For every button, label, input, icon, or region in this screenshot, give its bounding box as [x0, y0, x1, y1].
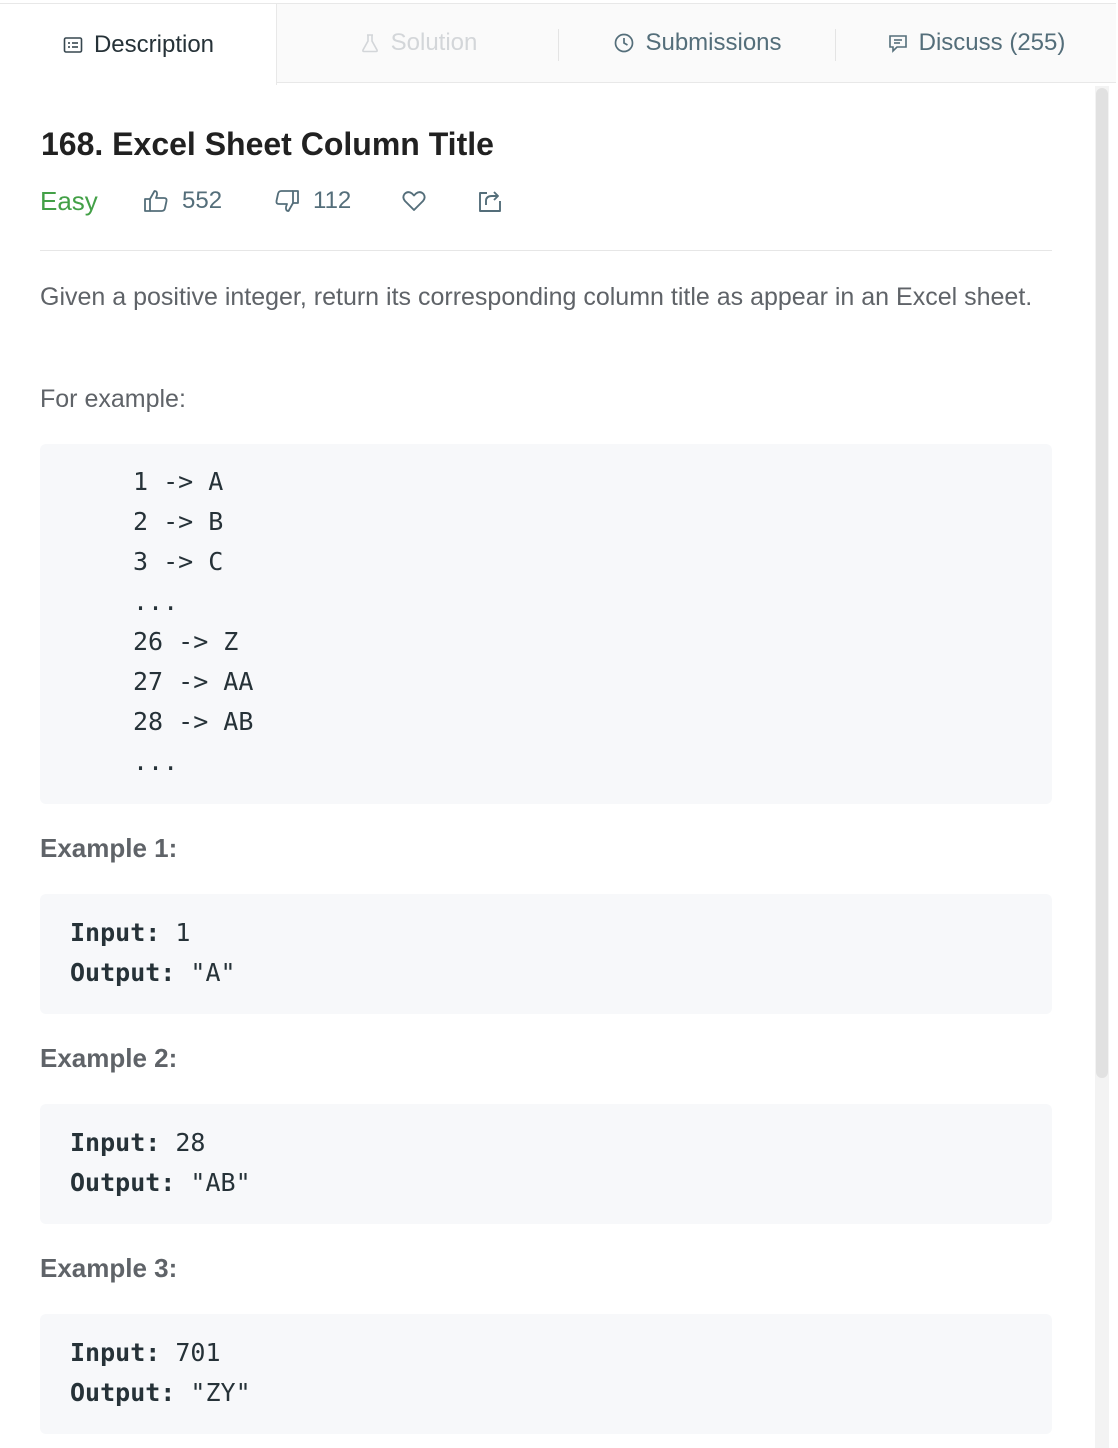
input-value: 28: [160, 1128, 206, 1157]
tab-discuss[interactable]: [836, 4, 1116, 82]
thumbs-up-icon: [142, 187, 170, 215]
problem-description: Given a positive integer, return its corresponding column title as appear in an Excel sheet.: [40, 283, 1033, 311]
tab-solution-label: Solution: [390, 29, 478, 56]
share-icon: [476, 187, 504, 215]
output-value: "ZY": [175, 1378, 251, 1407]
flask-icon: [359, 32, 381, 54]
example-output-line: [70, 1373, 1052, 1413]
clock-icon: [613, 32, 635, 54]
example-1-code-block: [40, 894, 1052, 1014]
example-input-line: [70, 1333, 1052, 1373]
output-label: Output:: [70, 1378, 176, 1407]
example-input-line: [70, 1123, 1052, 1163]
input-label: Input:: [70, 1128, 161, 1157]
scrollbar[interactable]: [1095, 86, 1109, 1448]
input-value: 1: [160, 918, 191, 947]
code-line: 2 -> B: [133, 507, 224, 536]
for-example-text: For example:: [40, 385, 186, 413]
tab-solution[interactable]: [277, 4, 559, 82]
tab-description[interactable]: [0, 4, 277, 85]
scrollbar-thumb[interactable]: [1096, 88, 1108, 1078]
divider: [40, 250, 1052, 251]
example-2-code-block: [40, 1104, 1052, 1224]
output-value: "AB": [175, 1168, 251, 1197]
thumbs-down-icon: [273, 187, 301, 215]
example-input-line: [70, 913, 1052, 953]
difficulty-badge: Easy: [40, 186, 98, 216]
tab-submissions-label: Submissions: [645, 29, 782, 56]
mapping-code-block: [40, 444, 1052, 804]
favorite-button[interactable]: [400, 184, 428, 218]
heart-icon: [400, 187, 428, 215]
code-line: 1 -> A: [133, 467, 224, 496]
output-label: Output:: [70, 1168, 176, 1197]
output-value: "A": [175, 958, 236, 987]
tab-description-label: Description: [93, 30, 215, 58]
problem-title: 168. Excel Sheet Column Title: [41, 126, 494, 162]
input-label: Input:: [70, 918, 161, 947]
tab-bar: [0, 3, 1116, 83]
code-line: 28 -> AB: [133, 707, 254, 736]
example-1-heading: Example 1:: [40, 833, 178, 863]
example-3-code-block: [40, 1314, 1052, 1434]
example-output-line: [70, 1163, 1052, 1203]
like-count: 552: [182, 187, 223, 214]
example-3-heading: Example 3:: [40, 1253, 178, 1283]
dislike-button[interactable]: [273, 184, 351, 218]
description-icon: [62, 34, 84, 56]
example-2-heading: Example 2:: [40, 1043, 178, 1073]
example-output-line: [70, 953, 1052, 993]
input-value: 701: [160, 1338, 221, 1367]
discuss-icon: [887, 32, 909, 54]
code-line: ...: [133, 587, 179, 616]
tab-discuss-label: Discuss (255): [918, 29, 1066, 56]
share-button[interactable]: [476, 184, 504, 218]
like-button[interactable]: [142, 184, 222, 218]
input-label: Input:: [70, 1338, 161, 1367]
code-line: 3 -> C: [133, 547, 224, 576]
tab-submissions[interactable]: [559, 4, 836, 82]
code-line: 26 -> Z: [133, 627, 239, 656]
code-line: ...: [133, 747, 179, 776]
dislike-count: 112: [313, 187, 352, 214]
output-label: Output:: [70, 958, 176, 987]
code-line: 27 -> AA: [133, 667, 254, 696]
problem-meta: [40, 182, 1052, 222]
